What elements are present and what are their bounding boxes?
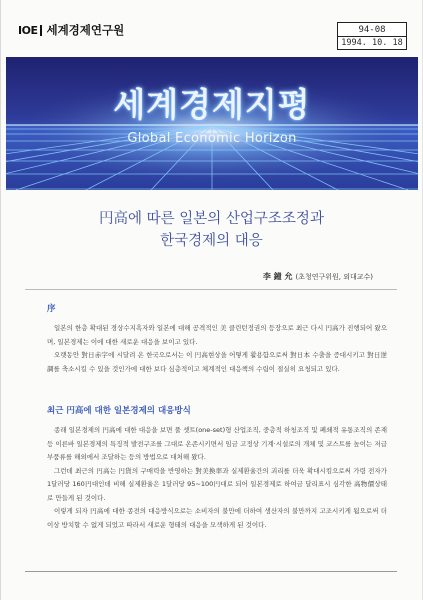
institute-logo <box>18 22 124 38</box>
issue-box <box>337 22 407 50</box>
section-heading: 序 <box>47 304 56 314</box>
masthead-banner <box>6 57 418 190</box>
paragraph: 그런데 최근의 円高는 円貨의 구매력을 반영하는 對美換率과 실제환율간의 괴리를 더욱 확대시킴으로써 가령 전자가 1달러당 160円대인데 비해 실제환율은 1달러당 95~100円대로 되어 일본경제로 하여금 달리표시 심각한 高物價상태로 만들게 된 것이다. <box>47 466 387 502</box>
article-title <box>0 208 423 252</box>
paragraph: 종래 일본경제의 円高에 대한 대응을 보면 풀 셋트(one-set)형 산업조직, 중층적 하청조직 및 폐쇄적 유통조직의 존재 등 이른바 일본경제의 특징적 발전구조를 그대로 온존시키면서 임금 고정상 기계·시설로의 개체 및 코스트를 높이는 저급 부품류를 해외에서 조달하는 등의 방법으로 대처해 왔다. <box>47 426 387 461</box>
author-line <box>263 271 373 282</box>
publication-title: 세계경제지평 <box>113 85 311 124</box>
publication-subtitle: Global Economic Horizon <box>127 131 297 146</box>
section-body <box>47 322 387 376</box>
issue-number: 94-08 <box>338 24 406 37</box>
logo-mark: IOE <box>18 25 42 36</box>
divider <box>25 289 397 290</box>
section-heading: 최근 円高에 대한 일본경제의 대응방식 <box>47 406 191 416</box>
author-name: 李 鐘 允 <box>262 272 293 281</box>
paragraph: 이렇게 되자 円高에 대한 종전의 대응방식으로는 소비자의 불만에 더하여 생산자의 불만까지 고조시키게 됨으로써 더이상 방치할 수 없게 되었고 따라서 새로운 형태의 대응을 모색하게 된 것이다. <box>47 507 387 529</box>
paragraph: 일본의 한층 확대된 경상수지흑자와 일본에 대해 공격적인 美 클린턴정권의 등장으로 최근 다시 円高가 진행되어 왔으며, 일본경제는 이에 대한 새로운 대응을 보이고 있다. <box>47 324 387 346</box>
article-title-line-2: 한국경제의 대응 <box>160 233 263 249</box>
footer-divider <box>25 571 397 572</box>
article-title-line-1: 円高에 따른 일본의 산업구조조정과 <box>99 211 324 227</box>
section-body <box>47 424 387 532</box>
institute-name: 세계경제연구원 <box>46 23 125 37</box>
paragraph: 오랫동안 對日赤字에 시달려 온 한국으로서는 이 円高현상을 어떻게 활용함으로써 對日本 수출을 증대시키고 對日逆調를 축소시킬 수 있을 것인가에 대한 보다 심층적이고 체계적인 대응책의 수립이 절실히 요청되고 있다. <box>47 351 387 373</box>
issue-date: 1994. 10. 18 <box>341 38 403 48</box>
author-affiliation: (초청연구위원, 외대교수) <box>295 273 373 281</box>
